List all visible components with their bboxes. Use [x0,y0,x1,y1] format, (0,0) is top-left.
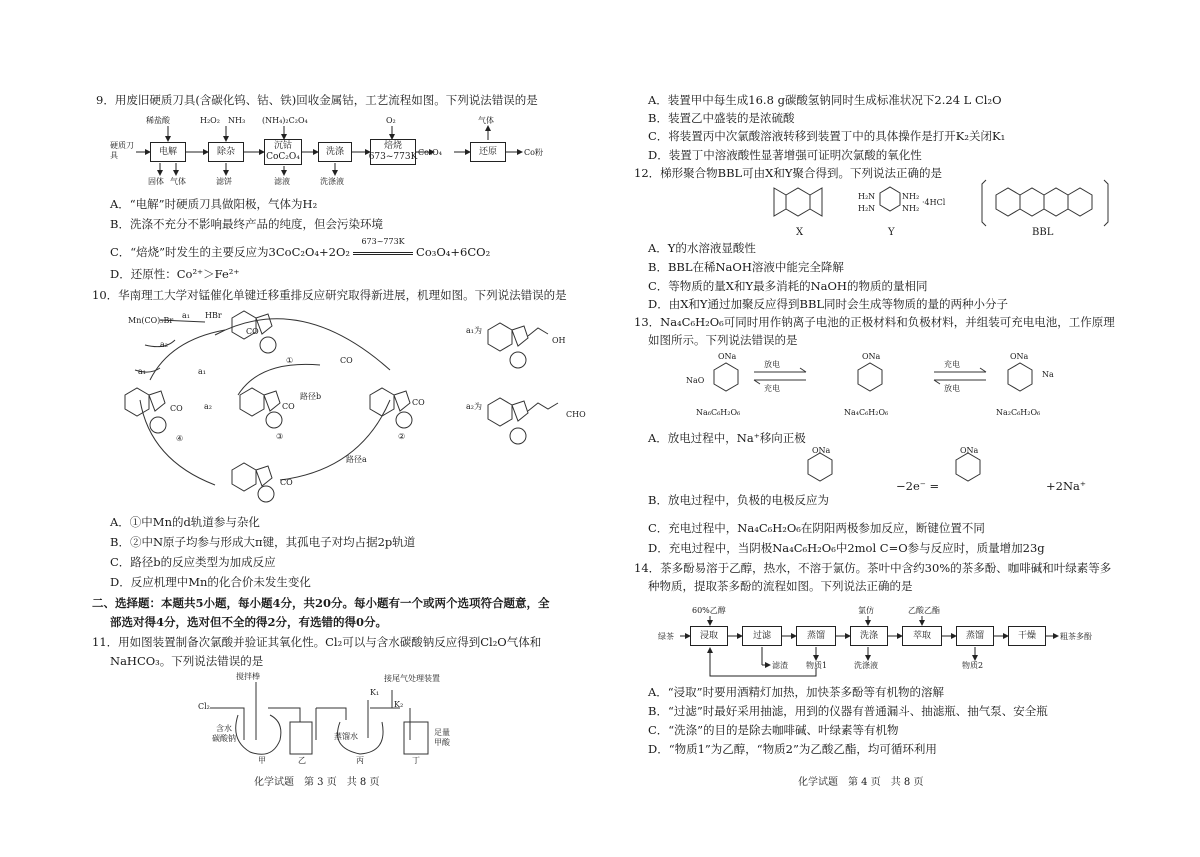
q9-stem: 9．用废旧硬质刀具(含碳化钨、钴、铁)回收金属钴，工艺流程如图。下列说法错误的是 [96,93,538,107]
q11-label-k1: K₁ [370,688,380,697]
q9-intermediate: Co₃O₄ [418,148,442,157]
q12-label-bbl: BBL [1032,227,1054,238]
q13-arrow1-top: 放电 [764,360,780,369]
q13-option-b-tail: +2Na⁺ [1046,479,1086,493]
q14-input: 绿茶 [658,632,674,641]
q10-label-hbr: HBr [205,311,222,320]
q10-label-a1-top: a₁ [182,311,190,320]
q13-arrow1-bottom: 充电 [764,384,780,393]
q9-option-c-reactants: C．“焙烧”时发生的主要反应为3CoC₂O₄+2O₂ [110,245,351,259]
q14-flowchart [600,0,1200,680]
q9-input: 硬质刀具 [110,141,134,160]
section2-heading-line1: 二、选择题：本题共5小题，每小题4分，共20分。每小题有一个或两个选项符合题意，全 [92,596,550,610]
q13-option-b-eq: −2e⁻ = [896,479,940,493]
q12-label-x: X [796,227,804,238]
q14-step-filter: 过滤 [742,626,782,646]
q12-option-c: C．等物质的量X和Y最多消耗的NaOH的物质的量相同 [648,279,928,293]
q11-label-na2co3: 碳酸钠 [212,734,236,743]
q13-option-c: C．充电过程中，Na₄C₆H₂O₆在阴阳两极参加反应，断键位置不同 [648,521,985,535]
q13-b-left-ona: ONa [812,446,831,455]
q10-label-4: ④ [176,434,184,443]
q9-step-purify: 除杂 [208,142,244,162]
q10-label-co-2: CO [246,327,259,336]
q14-option-d: D．“物质1”为乙醇，“物质2”为乙酸乙酯，均可循环利用 [648,742,937,756]
q9-option-c-products: Co₃O₄+6CO₂ [416,245,491,259]
q9-step-wash: 洗涤 [318,142,352,162]
q10-label-1: ① [286,356,294,365]
q11-apparatus-diagram [0,0,600,800]
q10-label-co-6: CO [280,478,293,487]
q11-label-bing: 丙 [356,756,364,765]
q13-arrow2-bottom: 放电 [944,384,960,393]
q10-label-a2-inner: a₂ [204,402,212,411]
q13-option-d: D．充电过程中，当阴极Na₄C₆H₂O₆中2mol C=O参与反应时，质量增加23g [648,541,1045,555]
q11-stem-line1: 11．用如图装置制备次氯酸并验证其氧化性。Cl₂可以与含水碳酸钠反应得到Cl₂O气体和 [92,635,542,649]
q13-arrow2-top: 充电 [944,360,960,369]
q9-out-washings: 洗涤液 [320,177,344,186]
q12-y-nh2-top: NH₂ [902,192,920,201]
q10-label-co-3: CO [412,398,425,407]
q9-step-reduce: 还原 [470,142,506,162]
q13-option-a: A．放电过程中，Na⁺移向正极 [648,431,806,445]
q13-stem-line1: 13．Na₄C₆H₂O₆可同时用作钠离子电池的正极材料和负极材料，并组装可充电电池，工作原理 [634,315,1115,329]
q13-b-right-ona: ONa [960,446,979,455]
q13-label-na6: Na₆C₆H₂O₆ [696,408,741,417]
q11-option-d: D．装置丁中溶液酸性显著增强可证明次氯酸的氧化性 [648,148,922,162]
q14-reagent-chloroform: 氯仿 [858,606,874,615]
q10-label-a2-def: a₂为 [466,402,482,411]
q11-label-tail-gas: 接尾气处理装置 [384,674,440,683]
q13-mid-ona-top: ONa [862,352,881,361]
q11-label-stirrer: 搅拌棒 [236,672,260,681]
q14-option-a: A．“浸取”时要用酒精灯加热，加快茶多酚等有机物的溶解 [648,685,945,699]
q9-option-d: D．还原性：Co²⁺＞Fe²⁺ [110,267,240,281]
q9-reagent-o2: O₂ [386,116,396,125]
q11-option-c: C．将装置丙中次氯酸溶液转移到装置丁中的具体操作是打开K₂关闭K₁ [648,129,1006,143]
q13-label-na4: Na₄C₆H₂O₆ [844,408,889,417]
q14-output: 粗茶多酚 [1060,632,1092,641]
q9-step-precipitate-label: 沉钴 [273,141,292,151]
q13-stem-line2: 如图所示。下列说法错误的是 [648,333,798,347]
q10-label-co-5: CO [170,404,183,413]
q13-option-b: B．放电过程中，负极的电极反应为 [648,493,829,507]
q11-label-water: 含水 [216,724,232,733]
q10-option-a: A．①中Mn的d轨道参与杂化 [110,515,260,529]
q14-stem-line1: 14．茶多酚易溶于乙醇，热水，不溶于氯仿。茶叶中含约30%的茶多酚、咖啡碱和叶绿素等多 [634,561,1112,575]
q9-gas-out: 气体 [478,116,494,125]
q11-label-ding: 丁 [412,756,420,765]
q12-y-hcl: ·4HCl [922,198,946,207]
q14-step-distill-2: 蒸馏 [956,626,994,646]
q10-label-path-b: 路径b [300,392,322,401]
q13-right-na: Na [1042,370,1054,379]
q10-label-co-4: CO [282,402,295,411]
q14-byproduct-substance1: 物质1 [806,661,828,670]
q12-label-y: Y [888,227,895,238]
q9-reagent-hcl: 稀盐酸 [146,116,170,125]
q10-stem: 10．华南理工大学对锰催化单键迁移重排反应研究取得新进展，机理如图。下列说法错误的是 [92,288,567,302]
section2-heading-line2: 部选对得4分，选对但不全的得2分，有选错的得0分。 [110,615,388,629]
q14-stem-line2: 种物质，提取茶多酚的流程如图。下列说法正确的是 [648,579,913,593]
q9-out-solid: 固体 [148,177,164,186]
q9-reagent-oxalate: (NH₄)₂C₂O₄ [262,116,308,125]
q9-reagent-h2o2: H₂O₂ [200,116,220,125]
q11-label-jia: 甲 [258,756,266,765]
q10-label-3: ③ [276,432,284,441]
q14-step-leach: 浸取 [690,626,728,646]
q13-left-nao: NaO [686,376,705,385]
footer-page-4: 化学试题 第 4 页 共 8 页 [798,777,924,788]
q11-option-b: B．装置乙中盛装的是浓硫酸 [648,111,795,125]
q10-label-a1-inner: a₁ [198,367,206,376]
q12-y-h2n: H₂N [858,192,876,201]
q9-step-precipitate-product: CoC₂O₄ [266,152,300,162]
q9-out-filtrate: 滤液 [274,177,290,186]
q12-option-a: A．Y的水溶液显酸性 [648,241,756,255]
q9-option-b: B．洗涤不充分不影响最终产品的纯度，但会污染环境 [110,217,383,231]
footer-page-3: 化学试题 第 3 页 共 8 页 [254,777,380,788]
q14-step-wash: 洗涤 [850,626,888,646]
q9-out-gas: 气体 [170,177,186,186]
q11-option-a: A．装置甲中每生成16.8 g碳酸氢钠同时生成标准状况下2.24 L Cl₂O [648,93,1002,107]
q12-stem: 12．梯形聚合物BBL可由X和Y聚合得到。下列说法正确的是 [634,166,942,180]
q9-step-calcine-temp: 673~773K [368,152,418,162]
q10-label-a1-def: a₁为 [466,326,482,335]
q12-option-d: D．由X和Y通过加聚反应得到BBL同时会生成等物质的量的两种小分子 [648,297,1009,311]
q9-product: Co粉 [524,148,543,157]
q9-option-a: A．“电解”时硬质刀具做阳极，气体为H₂ [110,197,318,211]
q12-y-nh2-bottom: NH₂ [902,204,920,213]
q14-byproduct-substance2: 物质2 [962,661,984,670]
q9-out-cake: 滤饼 [216,177,232,186]
q9-option-c-condition: 673~773K [361,237,405,246]
q10-label-co-1: CO [340,356,353,365]
page-4 [600,0,1200,857]
q10-option-c: C．路径b的反应类型为加成反应 [110,555,276,569]
q11-label-formic-acid: 甲酸 [434,738,450,747]
q10-label-cho: CHO [566,410,586,419]
q10-label-oh: OH [552,336,566,345]
q12-option-b: B．BBL在稀NaOH溶液中能完全降解 [648,260,844,274]
q13-label-na2: Na₂C₆H₂O₆ [996,408,1041,417]
q14-step-distill-1: 蒸馏 [796,626,836,646]
q10-label-precatalyst: Mn(CO)₅Br [128,316,174,325]
q14-byproduct-washings: 洗涤液 [854,661,878,670]
q14-step-extract: 萃取 [902,626,942,646]
q14-step-dry: 干燥 [1008,626,1046,646]
q14-reagent-ethyl-acetate: 乙酸乙酯 [908,606,940,615]
q14-byproduct-residue: 滤渣 [772,661,788,670]
q9-step-electrolysis: 电解 [150,142,186,162]
q14-option-c: C．“洗涤”的目的是除去咖啡碱、叶绿素等有机物 [648,723,899,737]
q10-option-d: D．反应机理中Mn的化合价未发生变化 [110,575,311,589]
q9-reagent-nh3: NH₃ [228,116,246,125]
q10-option-b: B．②中N原子均参与形成大π键，其孤电子对均占据2p轨道 [110,535,416,549]
q10-label-path-a: 路径a [346,455,367,464]
q11-label-k2: K₂ [394,700,404,709]
q10-label-a2-side: a₂ [160,340,168,349]
q14-reagent-ethanol: 60%乙醇 [692,606,726,615]
q10-label-2: ② [398,432,406,441]
q13-left-ona-top: ONa [718,352,737,361]
q10-label-a1-side: a₁ [138,367,146,376]
q11-label-cl2: Cl₂ [198,702,210,711]
q12-y-h2n-bottom: H₂N [858,204,876,213]
q11-stem-line2: NaHCO₃。下列说法错误的是 [110,654,264,668]
q9-step-calcine-label: 焙烧 [383,141,402,151]
q14-option-b: B．“过滤”时最好采用抽滤，用到的仪器有普通漏斗、抽滤瓶、抽气泵、安全瓶 [648,704,1048,718]
q13-right-o: ONa [1010,352,1029,361]
q11-label-yi: 乙 [298,756,306,765]
q11-label-excess: 足量 [434,728,450,737]
q11-label-distilled-water: 蒸馏水 [334,732,358,741]
